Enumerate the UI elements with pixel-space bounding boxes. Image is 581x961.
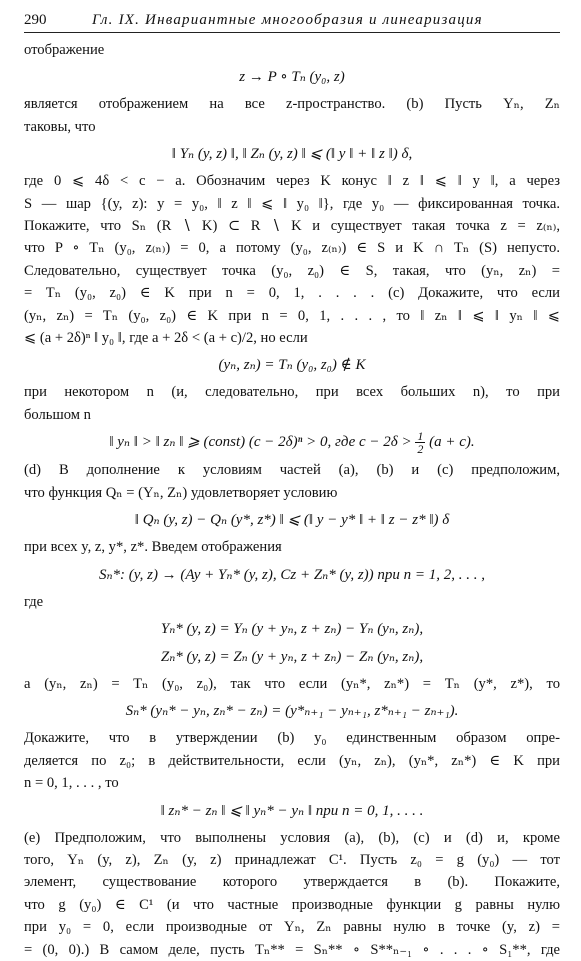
- text-line: при некотором n (и, следовательно, при всех больших n), то при: [24, 384, 560, 401]
- text-line: где 0 ⩽ 4δ < c − a. Обозначим через K конус ‖ z ‖ ⩽ ‖ y ‖, а через: [24, 173, 560, 190]
- text-line: что функция Qₙ = (Yₙ, Zₙ) удовлетворяет условию: [24, 484, 338, 501]
- page-header: [24, 8, 560, 33]
- text-line: того, Yₙ (y, z), Zₙ (y, z) принадлежат C¹. Пусть z₀ = g (y₀) — тот: [24, 852, 560, 868]
- text-line: отображение: [24, 42, 105, 58]
- text-line: = Tₙ (y₀, z₀) ∈ K при n = 0, 1, . . . . (c) Докажите, что если: [24, 285, 560, 302]
- text-line: при y₀ = 0, если производные от Yₙ, Zₙ равны нулю в точке (y, z) =: [24, 919, 560, 936]
- text-line: Докажите, что в утверждении (b) y₀ единственным образом опре-: [24, 730, 560, 747]
- text-line: что P ∘ Tₙ (y₀, z₍ₙ₎) = 0, а потому (y₀, z₍ₙ₎) ∈ S и K ∩ Tₙ (S) непусто.: [24, 240, 560, 257]
- text-line: что g (y₀) ∈ C¹ (и что частные производные функции g равны нулю: [24, 896, 560, 913]
- text-line: таковы, что: [24, 118, 96, 135]
- display-equation: z → P ∘ Tₙ (y₀, z): [239, 69, 345, 86]
- text-line: большом n: [24, 406, 91, 423]
- text-line: Покажите, что Sₙ (R ∖ K) ⊂ R ∖ K и существует такая точка z = z₍ₙ₎,: [24, 218, 560, 235]
- text-line: деляется по z₀; в действительности, если (yₙ, zₙ), (yₙ*, zₙ*) ∈ K при: [24, 752, 560, 769]
- text-line: n = 0, 1, . . . , то: [24, 775, 119, 792]
- display-equation: Zₙ* (y, z) = Zₙ (y + yₙ, z + zₙ) − Zₙ (yₙ, zₙ),: [160, 648, 424, 665]
- text-line: элемент, существование которого утверждается в (b). Покажите,: [24, 874, 560, 891]
- text-line: где: [24, 593, 44, 610]
- display-equation: Yₙ* (y, z) = Yₙ (y + yₙ, z + zₙ) − Yₙ (yₙ, zₙ),: [160, 620, 424, 637]
- text-line: S — шар {(y, z): y = y₀, ‖ z ‖ ⩽ ‖ y₀ ‖}, где y₀ — фиксированная точка.: [24, 195, 560, 212]
- display-equation: ‖ zₙ* − zₙ ‖ ⩽ ‖ yₙ* − yₙ ‖ при n = 0, 1, . . . .: [160, 802, 424, 819]
- display-equation: (yₙ, zₙ) = Tₙ (y₀, z₀) ∉ K: [218, 357, 366, 374]
- page-number: 290: [24, 12, 47, 28]
- text-line: (d) В дополнение к условиям частей (a), (b) и (c) предположим,: [24, 462, 560, 479]
- display-equation: Sₙ*: (y, z) → (Ay + Yₙ* (y, z), Cz + Zₙ* (y, z)) при n = 1, 2, . . . ,: [98, 566, 486, 583]
- display-equation: Sₙ* (yₙ* − yₙ, zₙ* − zₙ) = (y*ₙ₊₁ − yₙ₊₁, z*ₙ₊₁ − zₙ₊₁).: [125, 703, 459, 720]
- equation-text: ‖ yₙ ‖ > ‖ zₙ ‖ ⩾ (const) (c − 2δ)ⁿ > 0, где c − 2δ >: [109, 434, 416, 451]
- text-line: при всех y, z, y*, z*. Введем отображения: [24, 539, 282, 556]
- display-equation: ‖ Yₙ (y, z) ‖, ‖ Zₙ (y, z) ‖ ⩽ (‖ y ‖ + ‖ z ‖) δ,: [171, 146, 413, 163]
- page-body: [24, 39, 560, 961]
- text-line: (yₙ, zₙ) = Tₙ (y₀, z₀) ∈ K при n = 0, 1, . . . , то ‖ zₙ ‖ ⩽ ‖ yₙ ‖ ⩽: [24, 307, 560, 324]
- fraction: $\frac{1}{2}$: [417, 429, 424, 457]
- text-line: ⩽ (a + 2δ)ⁿ ‖ y₀ ‖, где a + 2δ < (a + c)/2, но если: [24, 330, 308, 347]
- text-line: a (yₙ, zₙ) = Tₙ (y₀, z₀), так что если (yₙ*, zₙ*) = Tₙ (y*, z*), то: [24, 675, 560, 692]
- display-equation: ‖ Qₙ (y, z) − Qₙ (y*, z*) ‖ ⩽ (‖ y − y* ‖ + ‖ z − z* ‖) δ: [134, 512, 450, 529]
- text-line: = (0, 0).) В самом деле, пусть Tₙ** = Sₙ** ∘ S**ₙ₋₁ ∘ . . . ∘ S₁**, где: [24, 941, 560, 958]
- text-line: (e) Предположим, что выполнены условия (a), (b), (c) и (d) и, кроме: [24, 829, 560, 846]
- text-line: Следовательно, существует точка (y₀, z₀) ∈ S, такая, что (yₙ, zₙ) =: [24, 262, 560, 279]
- text-line: является отображением на все z-пространство. (b) Пусть Yₙ, Zₙ: [24, 96, 560, 113]
- display-equation: [24, 430, 560, 455]
- running-head: Гл. IX. Инвариантные многообразия и линеаризация: [92, 12, 483, 28]
- book-page: [24, 8, 560, 958]
- equation-tail: (a + c).: [425, 434, 475, 451]
